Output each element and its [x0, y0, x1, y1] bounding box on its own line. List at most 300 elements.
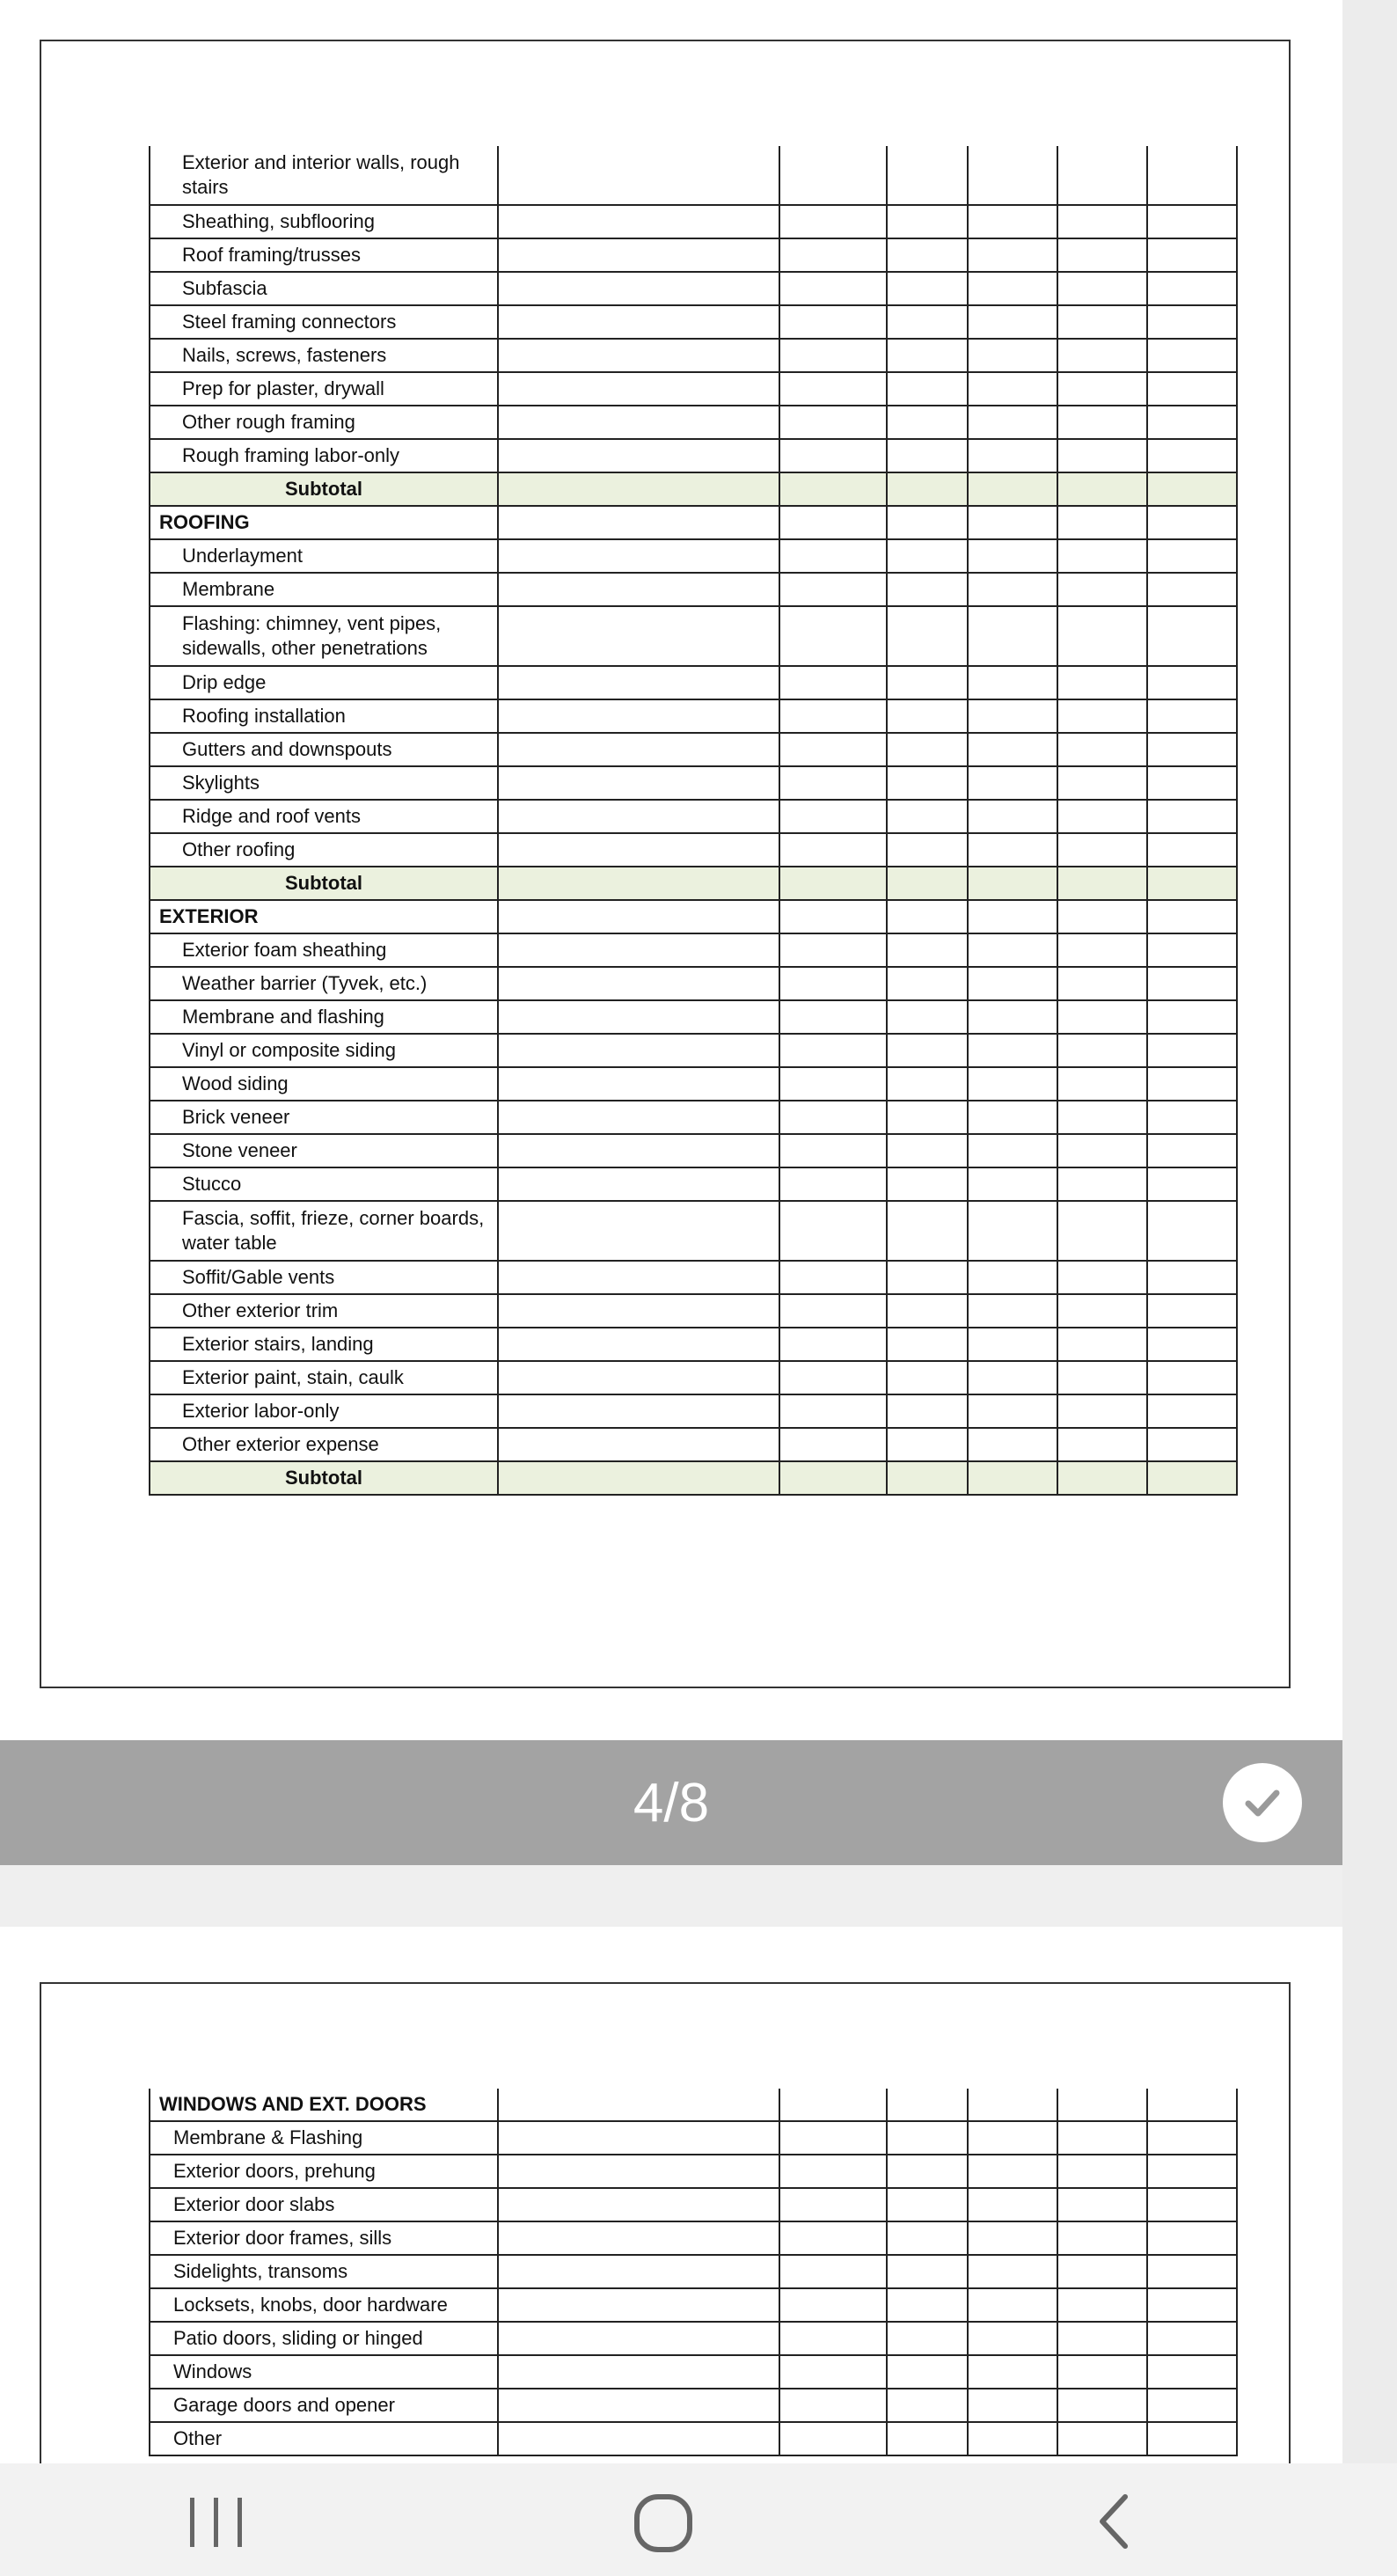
table-cell: [779, 1328, 887, 1361]
table-row: [150, 2121, 1237, 2155]
table-cell: [779, 2288, 887, 2322]
row-label: Locksets, knobs, door hardware: [150, 2288, 498, 2322]
table-cell: [779, 699, 887, 733]
table-cell: [887, 1361, 968, 1394]
row-label: Sheathing, subflooring: [150, 205, 498, 238]
table-cell: [779, 1294, 887, 1328]
table-row: [150, 699, 1237, 733]
table-cell: [887, 1394, 968, 1428]
table-row: [150, 967, 1237, 1000]
table-row: [150, 800, 1237, 833]
table-cell: [887, 606, 968, 666]
table-cell: [498, 1201, 779, 1261]
table-cell: [1057, 2322, 1147, 2355]
table-cell: [887, 539, 968, 573]
table-cell: [779, 1201, 887, 1261]
table-cell: [968, 272, 1057, 305]
table-cell: [887, 1328, 968, 1361]
row-label: Stone veneer: [150, 1134, 498, 1167]
row-label: Membrane & Flashing: [150, 2121, 498, 2155]
table-cell: [968, 205, 1057, 238]
table-cell: [1147, 2155, 1237, 2188]
table-cell: [779, 146, 887, 205]
table-row: [150, 2322, 1237, 2355]
row-label: Rough framing labor-only: [150, 439, 498, 472]
table-cell: [498, 900, 779, 933]
table-cell: [779, 2389, 887, 2422]
table-cell: [779, 2089, 887, 2121]
table-row: [150, 573, 1237, 606]
table-cell: [498, 372, 779, 406]
table-cell: [887, 699, 968, 733]
table-cell: [968, 967, 1057, 1000]
table-cell: [887, 1261, 968, 1294]
table-cell: [968, 2422, 1057, 2455]
table-row: [150, 238, 1237, 272]
table-cell: [968, 1294, 1057, 1328]
table-cell: [887, 933, 968, 967]
table-cell: [498, 1034, 779, 1067]
row-label: Stucco: [150, 1167, 498, 1201]
table-row: [150, 1000, 1237, 1034]
table-cell: [779, 2121, 887, 2155]
table-cell: [887, 833, 968, 867]
table-cell: [1057, 1261, 1147, 1294]
table-cell: [1057, 573, 1147, 606]
table-cell: [887, 238, 968, 272]
table-row: [150, 539, 1237, 573]
table-cell: [1057, 766, 1147, 800]
row-label: Weather barrier (Tyvek, etc.): [150, 967, 498, 1000]
table-cell: [1147, 733, 1237, 766]
row-label: Underlayment: [150, 539, 498, 573]
table-row: [150, 339, 1237, 372]
row-label: Drip edge: [150, 666, 498, 699]
table-cell: [968, 2389, 1057, 2422]
table-cell: [498, 573, 779, 606]
table-cell: [498, 2322, 779, 2355]
table-cell: [779, 666, 887, 699]
row-label: Exterior and interior walls, rough stairs: [150, 146, 498, 205]
table-cell: [779, 766, 887, 800]
table-cell: [498, 699, 779, 733]
table-cell: [779, 1394, 887, 1428]
page-indicator: 4/8: [633, 1772, 710, 1833]
table-cell: [1057, 1067, 1147, 1101]
check-circle-icon[interactable]: [1223, 1763, 1302, 1842]
table-cell: [968, 800, 1057, 833]
row-label: Roofing installation: [150, 699, 498, 733]
table-cell: [779, 2188, 887, 2221]
table-cell: [1057, 506, 1147, 539]
table-row: [150, 1034, 1237, 1067]
table-cell: [968, 339, 1057, 372]
table-cell: [887, 2089, 968, 2121]
table-cell: [1057, 2422, 1147, 2455]
table-cell: [968, 1101, 1057, 1134]
table-row: [150, 406, 1237, 439]
table-cell: [498, 2121, 779, 2155]
table-cell: [968, 733, 1057, 766]
table-cell: [498, 2188, 779, 2221]
table-cell: [779, 2322, 887, 2355]
table-cell: [498, 933, 779, 967]
table-cell: [1057, 2355, 1147, 2389]
table-cell: [1147, 439, 1237, 472]
table-row: [150, 1134, 1237, 1167]
table-cell: [1147, 339, 1237, 372]
table-cell: [968, 439, 1057, 472]
table-row: [150, 733, 1237, 766]
table-cell: [1147, 1000, 1237, 1034]
table-cell: [779, 1134, 887, 1167]
table-cell: [1147, 372, 1237, 406]
table-row: [150, 439, 1237, 472]
table-row: [150, 1294, 1237, 1328]
table-row: [150, 2255, 1237, 2288]
table-cell: [1057, 1461, 1147, 1495]
table-cell: [1057, 339, 1147, 372]
table-cell: [779, 933, 887, 967]
row-label: Prep for plaster, drywall: [150, 372, 498, 406]
table-cell: [968, 1328, 1057, 1361]
table-cell: [498, 833, 779, 867]
table-cell: [968, 2155, 1057, 2188]
table-cell: [968, 666, 1057, 699]
table-cell: [779, 1000, 887, 1034]
table-cell: [968, 2288, 1057, 2322]
table-cell: [779, 1461, 887, 1495]
table-cell: [1057, 606, 1147, 666]
table-cell: [1057, 733, 1147, 766]
section-header: EXTERIOR: [150, 900, 498, 933]
table-cell: [1057, 146, 1147, 205]
table-cell: [887, 472, 968, 506]
table-cell: [498, 800, 779, 833]
table-cell: [968, 2188, 1057, 2221]
table-cell: [1147, 472, 1237, 506]
row-label: Skylights: [150, 766, 498, 800]
table-cell: [1147, 506, 1237, 539]
table-cell: [1147, 666, 1237, 699]
row-label: Exterior stairs, landing: [150, 1328, 498, 1361]
table-cell: [1057, 305, 1147, 339]
table-cell: [1057, 933, 1147, 967]
table-cell: [779, 539, 887, 573]
table-cell: [498, 2355, 779, 2389]
table-cell: [779, 606, 887, 666]
row-label: Other exterior trim: [150, 1294, 498, 1328]
table-cell: [1147, 1034, 1237, 1067]
table-cell: [1147, 539, 1237, 573]
table-cell: [1057, 2188, 1147, 2221]
table-cell: [887, 205, 968, 238]
row-label: Flashing: chimney, vent pipes, sidewalls, other penetrations: [150, 606, 498, 666]
table-cell: [1057, 205, 1147, 238]
table-cell: [1147, 1428, 1237, 1461]
table-cell: [779, 1101, 887, 1134]
table-cell: [968, 1201, 1057, 1261]
table-cell: [498, 967, 779, 1000]
table-cell: [1057, 867, 1147, 900]
table-cell: [1057, 1328, 1147, 1361]
row-label: Other roofing: [150, 833, 498, 867]
table-cell: [887, 967, 968, 1000]
table-cell: [968, 1361, 1057, 1394]
table-cell: [1147, 2322, 1237, 2355]
table-cell: [887, 2322, 968, 2355]
table-cell: [498, 1101, 779, 1134]
table-cell: [779, 573, 887, 606]
table-row: [150, 766, 1237, 800]
table-cell: [887, 1000, 968, 1034]
table-cell: [1057, 2221, 1147, 2255]
table-cell: [1147, 1201, 1237, 1261]
table-cell: [498, 1261, 779, 1294]
table-row: [150, 146, 1237, 205]
table-cell: [1147, 2355, 1237, 2389]
table-cell: [1057, 406, 1147, 439]
section-row: [150, 900, 1237, 933]
table-cell: [1147, 406, 1237, 439]
table-cell: [498, 1461, 779, 1495]
table-cell: [498, 1394, 779, 1428]
table-cell: [887, 2389, 968, 2422]
table-cell: [887, 1428, 968, 1461]
table-cell: [887, 800, 968, 833]
table-cell: [1147, 2221, 1237, 2255]
table-cell: [779, 2155, 887, 2188]
table-cell: [968, 833, 1057, 867]
table-cell: [968, 1167, 1057, 1201]
table-cell: [779, 506, 887, 539]
table-cell: [1147, 272, 1237, 305]
table-cell: [1147, 2422, 1237, 2455]
table-row: [150, 2221, 1237, 2255]
table-cell: [968, 606, 1057, 666]
table-cell: [779, 1167, 887, 1201]
table-row: [150, 2288, 1237, 2322]
row-label: Other exterior expense: [150, 1428, 498, 1461]
table-cell: [498, 305, 779, 339]
row-label: Membrane: [150, 573, 498, 606]
table-cell: [1057, 2288, 1147, 2322]
table-cell: [1147, 606, 1237, 666]
table-cell: [1147, 766, 1237, 800]
table-cell: [498, 1167, 779, 1201]
table-cell: [779, 2221, 887, 2255]
row-label: Exterior paint, stain, caulk: [150, 1361, 498, 1394]
table-cell: [968, 506, 1057, 539]
table-cell: [498, 606, 779, 666]
table-cell: [1147, 967, 1237, 1000]
table-cell: [1057, 472, 1147, 506]
table-row: [150, 2389, 1237, 2422]
table-cell: [968, 146, 1057, 205]
row-label: Exterior doors, prehung: [150, 2155, 498, 2188]
table-cell: [1057, 833, 1147, 867]
table-cell: [887, 733, 968, 766]
table-cell: [779, 867, 887, 900]
table-row: [150, 606, 1237, 666]
table-cell: [498, 2288, 779, 2322]
home-icon[interactable]: [593, 2463, 734, 2576]
table-cell: [887, 573, 968, 606]
table-cell: [779, 1261, 887, 1294]
table-cell: [887, 2188, 968, 2221]
table-cell: [968, 305, 1057, 339]
table-cell: [968, 1394, 1057, 1428]
table-row: [150, 2422, 1237, 2455]
table-cell: [968, 238, 1057, 272]
table-cell: [1057, 1167, 1147, 1201]
table-cell: [1057, 800, 1147, 833]
row-label: Steel framing connectors: [150, 305, 498, 339]
table-cell: [1147, 2288, 1237, 2322]
subtotal-label: Subtotal: [150, 1461, 498, 1495]
table-cell: [968, 406, 1057, 439]
table-cell: [1147, 1167, 1237, 1201]
subtotal-row: [150, 867, 1237, 900]
table-cell: [1057, 1201, 1147, 1261]
table-cell: [498, 2155, 779, 2188]
table-cell: [779, 439, 887, 472]
row-label: Patio doors, sliding or hinged: [150, 2322, 498, 2355]
table-cell: [779, 733, 887, 766]
table-cell: [1147, 2389, 1237, 2422]
table-cell: [1147, 933, 1237, 967]
table-cell: [1057, 1101, 1147, 1134]
table-cell: [887, 146, 968, 205]
table-cell: [498, 339, 779, 372]
table-cell: [1057, 2089, 1147, 2121]
table-cell: [1147, 1461, 1237, 1495]
budget-table-page-4: [149, 146, 1238, 1496]
table-cell: [1147, 1361, 1237, 1394]
table-cell: [887, 305, 968, 339]
table-cell: [887, 339, 968, 372]
section-row: [150, 506, 1237, 539]
table-cell: [779, 339, 887, 372]
subtotal-row: [150, 472, 1237, 506]
table-cell: [968, 372, 1057, 406]
page-indicator-bar: [0, 1740, 1342, 1865]
table-cell: [779, 1428, 887, 1461]
table-cell: [498, 1294, 779, 1328]
row-label: Sidelights, transoms: [150, 2255, 498, 2288]
table-cell: [1147, 800, 1237, 833]
table-cell: [887, 867, 968, 900]
table-cell: [1147, 867, 1237, 900]
row-label: Brick veneer: [150, 1101, 498, 1134]
table-cell: [1147, 2089, 1237, 2121]
table-cell: [1057, 1428, 1147, 1461]
section-header: WINDOWS AND EXT. DOORS: [150, 2089, 498, 2121]
table-cell: [968, 1461, 1057, 1495]
table-row: [150, 1167, 1237, 1201]
table-cell: [1057, 2121, 1147, 2155]
subtotal-label: Subtotal: [150, 867, 498, 900]
table-cell: [887, 2221, 968, 2255]
back-icon[interactable]: [1043, 2463, 1184, 2576]
row-label: Soffit/Gable vents: [150, 1261, 498, 1294]
section-row: [150, 2089, 1237, 2121]
table-cell: [1147, 2255, 1237, 2288]
table-row: [150, 305, 1237, 339]
table-cell: [1147, 1394, 1237, 1428]
table-cell: [968, 1067, 1057, 1101]
scroll-gutter: [1342, 0, 1397, 2463]
row-label: Roof framing/trusses: [150, 238, 498, 272]
table-cell: [1057, 2155, 1147, 2188]
table-cell: [498, 506, 779, 539]
table-cell: [498, 1428, 779, 1461]
table-cell: [887, 2355, 968, 2389]
table-cell: [887, 406, 968, 439]
table-row: [150, 1101, 1237, 1134]
table-cell: [968, 1261, 1057, 1294]
table-row: [150, 205, 1237, 238]
table-cell: [1147, 1101, 1237, 1134]
table-cell: [887, 439, 968, 472]
table-cell: [498, 2389, 779, 2422]
table-row: [150, 1328, 1237, 1361]
row-label: Other: [150, 2422, 498, 2455]
table-cell: [498, 2089, 779, 2121]
recent-apps-icon[interactable]: [146, 2463, 287, 2576]
table-cell: [498, 1134, 779, 1167]
table-cell: [1147, 833, 1237, 867]
table-cell: [887, 1067, 968, 1101]
table-cell: [887, 1461, 968, 1495]
table-cell: [779, 2422, 887, 2455]
table-cell: [779, 967, 887, 1000]
table-cell: [498, 406, 779, 439]
subtotal-row: [150, 1461, 1237, 1495]
table-row: [150, 1394, 1237, 1428]
table-cell: [1147, 1328, 1237, 1361]
table-row: [150, 372, 1237, 406]
table-cell: [887, 1134, 968, 1167]
table-cell: [968, 472, 1057, 506]
table-cell: [968, 1134, 1057, 1167]
table-row: [150, 2355, 1237, 2389]
table-cell: [1057, 539, 1147, 573]
table-cell: [887, 666, 968, 699]
table-cell: [887, 2255, 968, 2288]
table-cell: [1147, 1134, 1237, 1167]
table-cell: [1057, 900, 1147, 933]
table-cell: [968, 573, 1057, 606]
table-cell: [498, 766, 779, 800]
table-cell: [779, 833, 887, 867]
table-cell: [1147, 1067, 1237, 1101]
table-cell: [498, 867, 779, 900]
table-cell: [498, 1067, 779, 1101]
table-cell: [498, 439, 779, 472]
row-label: Vinyl or composite siding: [150, 1034, 498, 1067]
table-cell: [1147, 573, 1237, 606]
table-cell: [779, 2255, 887, 2288]
table-cell: [1057, 1134, 1147, 1167]
table-cell: [1147, 238, 1237, 272]
table-cell: [887, 506, 968, 539]
table-cell: [887, 766, 968, 800]
table-cell: [1057, 666, 1147, 699]
table-cell: [968, 1034, 1057, 1067]
table-cell: [1057, 272, 1147, 305]
table-cell: [968, 2121, 1057, 2155]
